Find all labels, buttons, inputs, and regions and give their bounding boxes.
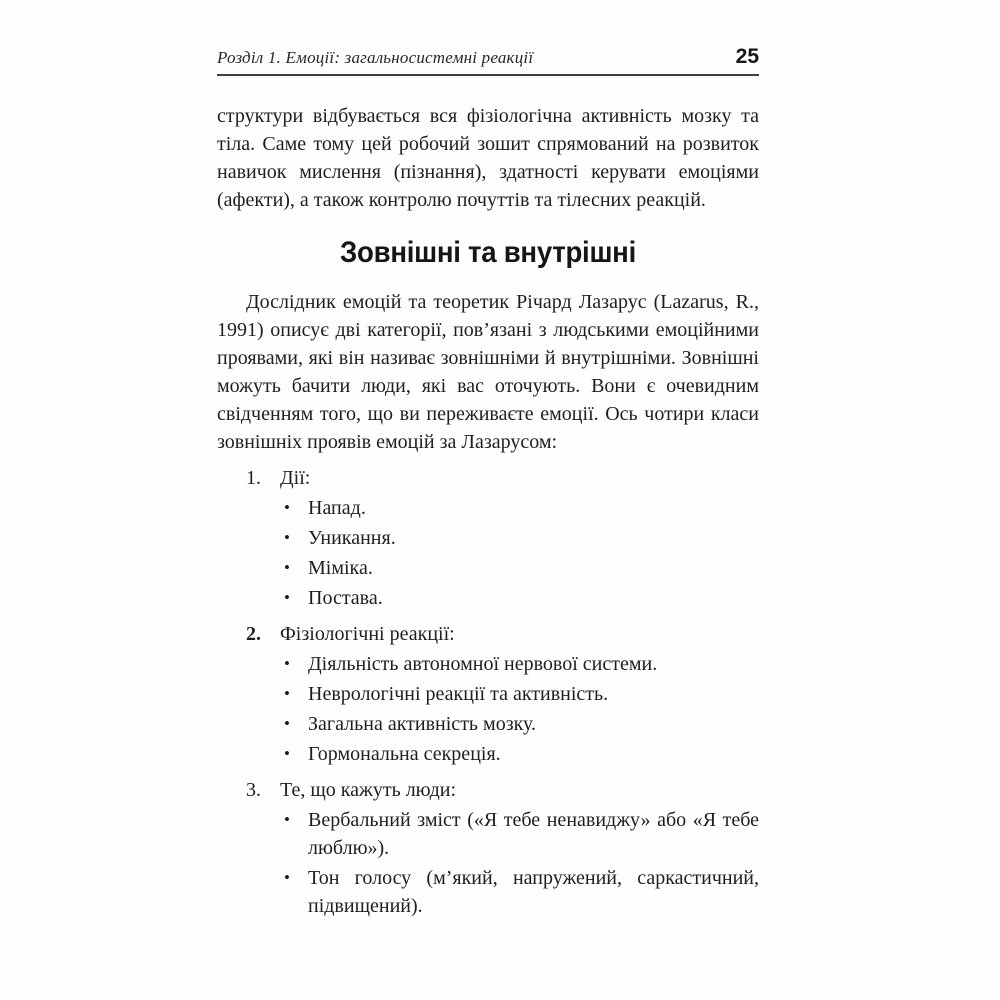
bullet-list [217, 494, 759, 612]
list-label: Те, що кажуть люди: [280, 779, 457, 801]
bullet-icon: • [284, 498, 290, 517]
list-group-heading [217, 620, 759, 648]
external-signs-list [217, 464, 759, 920]
bullet-text: Міміка. [308, 557, 373, 579]
bullet-icon: • [284, 868, 290, 887]
paragraph-intro: структури відбувається вся фізіологічна активність мозку та тіла. Саме тому цей робочий зошит спрямований на розвиток навичок мислення (пізнання), здатності керувати емоціями (афекти), а також контролю почуттів та тілесних реакцій. [217, 105, 759, 211]
list-number: 3. [246, 779, 261, 801]
page-content-column [217, 0, 759, 920]
list-group-heading [217, 464, 759, 492]
bullet-icon: • [284, 654, 290, 673]
bullet-item [217, 680, 759, 708]
bullet-text: Тон голосу (м’який, напружений, саркастичний, підвищений). [308, 867, 759, 917]
list-group-speech [217, 776, 759, 920]
bullet-text: Гормональна секреція. [308, 743, 501, 765]
list-group-actions [217, 464, 759, 612]
page-number: 25 [735, 45, 759, 68]
bullet-item [217, 650, 759, 678]
bullet-item [217, 864, 759, 920]
bullet-list [217, 806, 759, 920]
bullet-item [217, 494, 759, 522]
paragraph-lazarus: Дослідник емоцій та теоретик Річард Лазарус (Lazarus, R., 1991) описує дві категорії, пов’язані з людськими емоційними проявами, які він називає зовнішніми й внутрішніми. Зовнішні можуть бачити люди, які вас оточують. Вони є очевидним свідченням того, що ви переживаєте емоції. Ось чотири класи зовнішніх проявів емоцій за Лазарусом: [217, 291, 759, 453]
bullet-icon: • [284, 528, 290, 547]
bullet-text: Неврологічні реакції та активність. [308, 683, 609, 705]
bullet-item [217, 710, 759, 738]
bullet-item [217, 554, 759, 582]
list-group-heading [217, 776, 759, 804]
bullet-list [217, 650, 759, 768]
bullet-item [217, 584, 759, 612]
running-header [217, 0, 759, 76]
bullet-text: Вербальний зміст («Я тебе ненавиджу» або «Я тебе люблю»). [308, 809, 759, 859]
bullet-item [217, 740, 759, 768]
bullet-text: Напад. [308, 497, 366, 519]
section-heading: Зовнішні та внутрішні [340, 236, 636, 269]
bullet-text: Уникання. [308, 527, 396, 549]
list-number: 2. [246, 623, 261, 645]
bullet-text: Постава. [308, 587, 383, 609]
bullet-icon: • [284, 588, 290, 607]
bullet-icon: • [284, 684, 290, 703]
chapter-title: Розділ 1. Емоції: загальносистемні реакції [217, 48, 534, 67]
list-label: Дії: [280, 467, 311, 489]
bullet-text: Загальна активність мозку. [308, 713, 537, 735]
bullet-icon: • [284, 744, 290, 763]
bullet-text: Діяльність автономної нервової системи. [308, 653, 658, 675]
bullet-icon: • [284, 810, 290, 829]
bullet-icon: • [284, 714, 290, 733]
bullet-item [217, 806, 759, 862]
list-label: Фізіологічні реакції: [280, 623, 455, 645]
list-group-physiological [217, 620, 759, 768]
bullet-item [217, 524, 759, 552]
bullet-icon: • [284, 558, 290, 577]
list-number: 1. [246, 467, 261, 489]
